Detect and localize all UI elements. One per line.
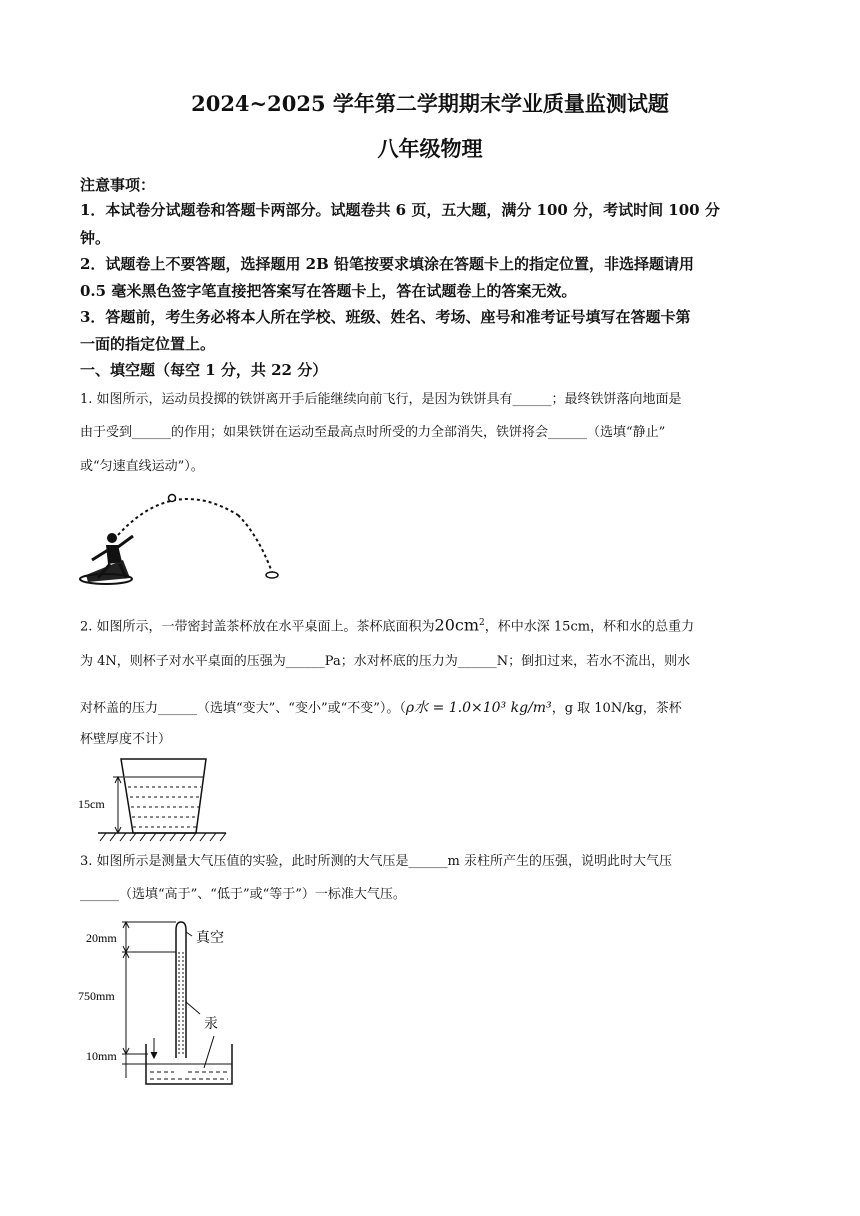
barometer-label-vacuum: 真空 (196, 931, 224, 946)
notice-line-5: 3．答题前，考生务必将本人所在学校、班级、姓名、考场、座号和准考证号填写在答题卡第 (80, 308, 691, 326)
q3-line-2: ______（选填“高于”、“低于”或“等于”）一标准大气压。 (80, 887, 406, 902)
q2-line-3 (80, 698, 780, 719)
q2-text-c: 对杯盖的压力______（选填“变大”、“变小”或“不变”）。（ (80, 701, 406, 716)
notice-line-1: 1．本试卷分试题卷和答题卡两部分。试题卷共 6 页，五大题，满分 100 分，考试时间 100 分 (80, 201, 720, 219)
barometer-label-10mm: 10mm (86, 1049, 117, 1063)
q2-text-d: ，g 取 10N/kg，茶杯 (551, 701, 682, 716)
notice-heading: 注意事项： (80, 176, 156, 194)
q1-line-3: 或“匀速直线运动”）。 (80, 459, 204, 474)
discus-throw-figure (78, 490, 288, 590)
barometer-label-20mm: 20mm (86, 931, 117, 945)
q3-line-1: 3. 如图所示是测量大气压值的实验，此时所测的大气压是______m 汞柱所产生的压强，说明此时大气压 (80, 854, 672, 869)
q2-text-a: 2. 如图所示，一带密封盖茶杯放在水平桌面上。茶杯底面积为 (80, 619, 435, 635)
barometer-label-750mm: 750mm (78, 989, 115, 1003)
exam-title: 2024~2025 学年第二学期期末学业质量监测试题 (191, 91, 669, 116)
notice-line-3: 2．试题卷上不要答题，选择题用 2B 铅笔按要求填涂在答题卡上的指定位置，非选择题请用 (80, 255, 695, 273)
barometer-label-mercury: 汞 (204, 1017, 218, 1032)
section-heading: 一、填空题（每空 1 分，共 22 分） (80, 361, 328, 379)
q2-line-1 (80, 613, 780, 637)
tea-cup-figure (78, 755, 228, 845)
barometer-figure (78, 918, 248, 1088)
notice-line-6: 一面的指定位置上。 (80, 335, 216, 353)
exam-subtitle: 八年级物理 (377, 136, 483, 161)
q2-density-math: ρ水 = 1.0×10³ kg/m³ (405, 700, 552, 716)
notice-line-2: 钟。 (80, 229, 111, 247)
q2-area-sup: 2 (479, 618, 485, 628)
q2-line-2: 为 4N，则杯子对水平桌面的压强为______Pa；水对杯底的压力为______N；倒扣过来，若水不流出，则水 (80, 654, 691, 669)
notice-line-4: 0.5 毫米黑色签字笔直接把答案写在答题卡上，答在试题卷上的答案无效。 (80, 282, 577, 300)
q2-area-math: 20cm (434, 615, 480, 635)
q2-depth-label: 15cm (78, 797, 105, 811)
q1-line-1: 1. 如图所示，运动员投掷的铁饼离开手后能继续向前飞行，是因为铁饼具有______；最终铁饼落向地面是 (80, 392, 682, 407)
q1-line-2: 由于受到______的作用；如果铁饼在运动至最高点时所受的力全部消失，铁饼将会______（选填“静止” (80, 425, 666, 440)
q2-line-4: 杯壁厚度不计） (80, 732, 172, 747)
q2-text-b: ，杯中水深 15cm，杯和水的总重力 (484, 619, 695, 635)
